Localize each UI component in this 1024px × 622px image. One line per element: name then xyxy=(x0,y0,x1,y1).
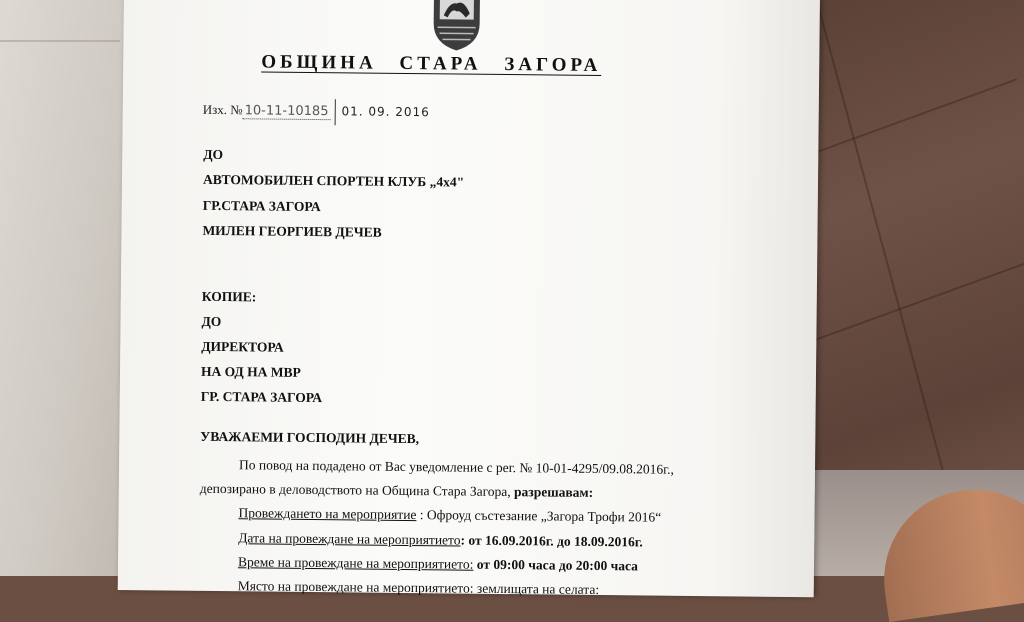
addressee-line-1: ДО xyxy=(203,146,224,163)
body-paragraph-bold: разрешавам: xyxy=(514,484,594,500)
copy-line-2: ДО xyxy=(201,313,222,330)
time-item-value: от 09:00 часа до 20:00 часа xyxy=(473,556,639,574)
addressee-line-2: АВТОМОБИЛЕН СПОРТЕН КЛУБ „4х4" xyxy=(202,171,465,190)
body-paragraph-line-1: По повод на подадено от Вас уведомление с рег. № 10-01-4295/09.08.2016г., xyxy=(238,457,674,477)
document-page xyxy=(118,0,820,597)
copy-line-3: ДИРЕКТОРА xyxy=(201,338,284,355)
outgoing-reference xyxy=(203,98,430,126)
reference-date: 01. 09. 2016 xyxy=(341,104,430,120)
reference-separator xyxy=(334,99,335,125)
date-item-label: Дата на провеждане на мероприятието xyxy=(238,530,461,548)
date-item-value: : от 16.09.2016г. до 18.09.2016г. xyxy=(460,532,643,550)
copy-line-5: ГР. СТАРА ЗАГОРА xyxy=(200,388,323,406)
body-paragraph-text: депозирано в деловодството на Община Стара Загора, xyxy=(199,480,515,500)
salutation: УВАЖАЕМИ ГОСПОДИН ДЕЧЕВ, xyxy=(200,428,420,447)
reference-prefix: Изх. № xyxy=(202,101,243,118)
body-paragraph-line-2 xyxy=(200,481,594,501)
event-item xyxy=(238,505,661,525)
time-item-label: Време на провеждане на мероприятието: xyxy=(237,554,474,572)
copy-line-1: КОПИЕ: xyxy=(201,288,257,305)
addressee-line-3: ГР.СТАРА ЗАГОРА xyxy=(202,197,321,215)
coat-of-arms-icon xyxy=(429,0,484,52)
copy-line-4: НА ОД НА МВР xyxy=(200,363,301,380)
reference-number: 10-11-10185 xyxy=(243,103,331,120)
municipality-title: ОБЩИНА СТАРА ЗАГОРА xyxy=(261,51,602,77)
event-item-label: Провеждането на мероприятие xyxy=(238,505,417,523)
addressee-line-4: МИЛЕН ГЕОРГИЕВ ДЕЧЕВ xyxy=(202,222,382,240)
place-item: Място на провеждане на мероприятието: землищата на селата: xyxy=(237,578,600,598)
time-item xyxy=(238,554,638,574)
date-item xyxy=(238,530,643,550)
event-item-value: : Офроуд състезание „Загора Трофи 2016“ xyxy=(416,507,662,525)
